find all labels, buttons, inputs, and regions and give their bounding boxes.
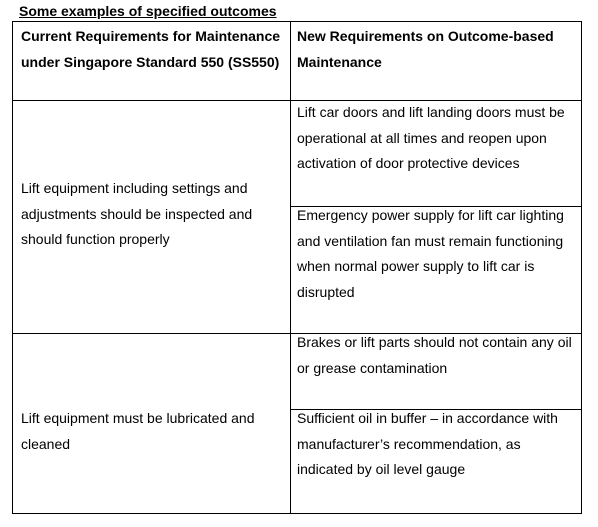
new-requirement-cell: Sufficient oil in buffer – in accordance with manufacturer’s recommendation, as indicated by oil level gauge: [297, 410, 558, 477]
new-requirement-cell: Brakes or lift parts should not contain any oil or grease contamination: [297, 334, 572, 376]
current-requirement-cell: Lift equipment must be lubricated and cleaned: [21, 410, 255, 452]
table-caption: Some examples of specified outcomes: [19, 3, 277, 19]
header-current-requirements: Current Requirements for Maintenance under Singapore Standard 550 (SS550): [21, 28, 281, 70]
new-requirement-cell: Emergency power supply for lift car lighting and ventilation fan must remain functioning when normal power supply to lift car is disrupted: [297, 207, 564, 300]
new-requirement-cell: Lift car doors and lift landing doors must be operational at all times and reopen upon activation of door protective devices: [297, 104, 565, 171]
current-requirement-cell: Lift equipment including settings and adjustments should be inspected and should function properly: [21, 180, 253, 247]
header-new-requirements: New Requirements on Outcome-based Maintenance: [297, 28, 554, 70]
outcomes-table: [12, 21, 582, 514]
column-divider: [290, 22, 291, 513]
